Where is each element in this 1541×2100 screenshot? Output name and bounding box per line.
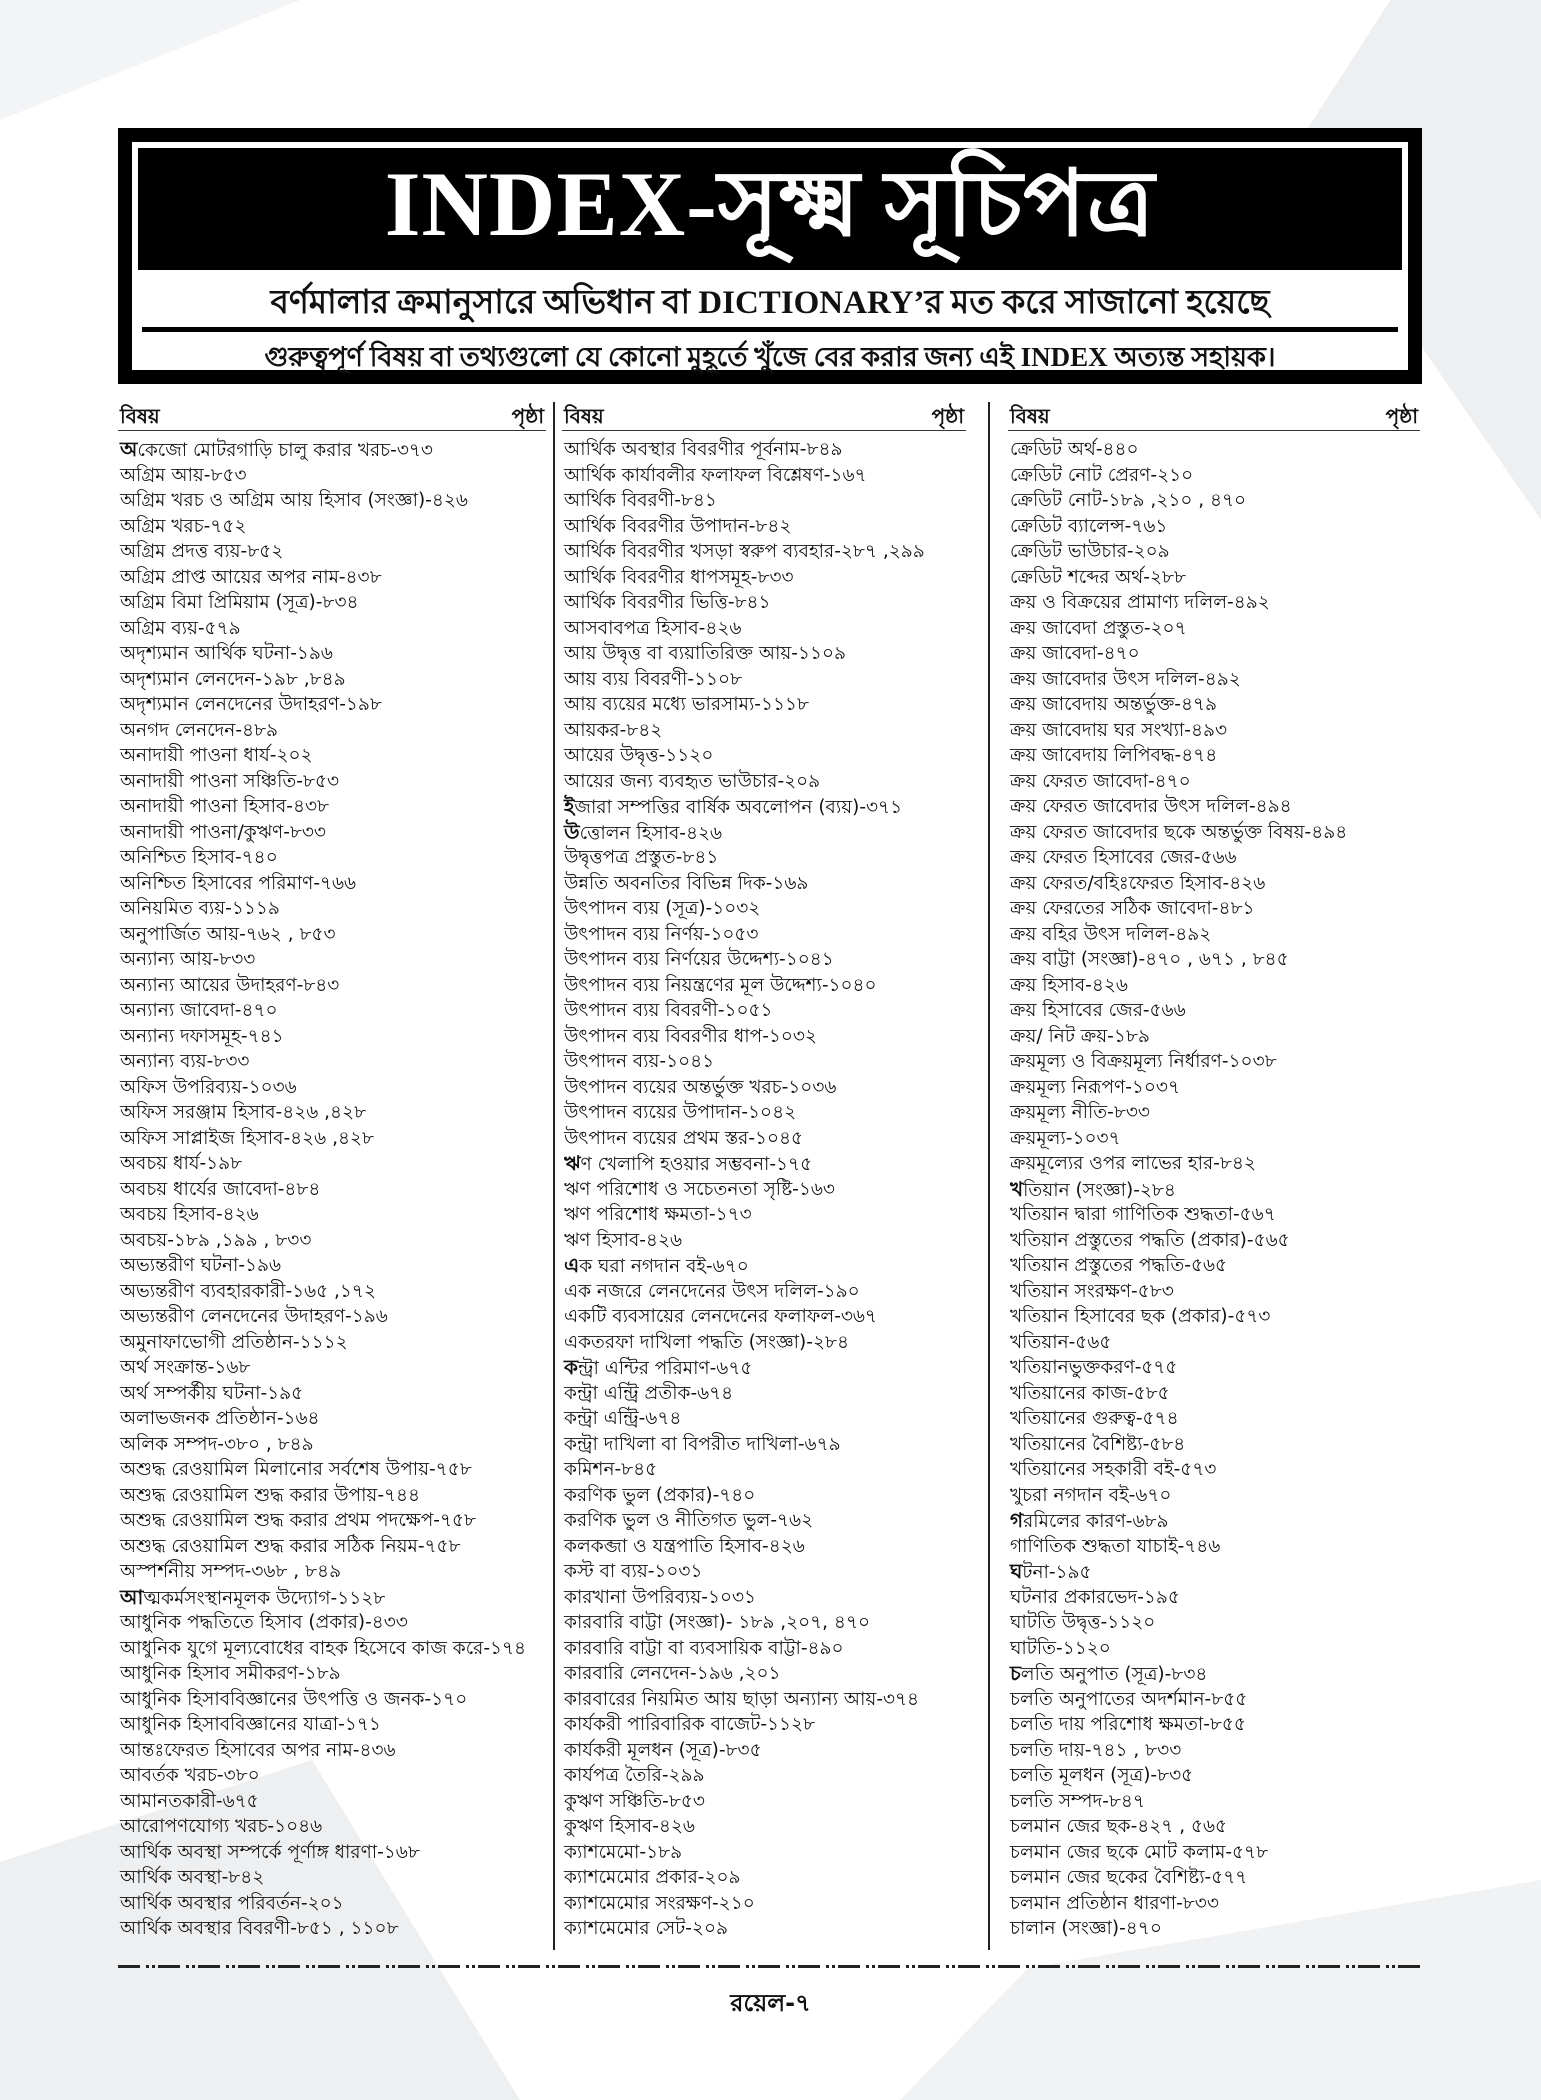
index-entry: আধুনিক হিসাব সমীকরণ-১৮৯ bbox=[120, 1663, 341, 1684]
index-entry: আর্থিক কার্যাবলীর ফলাফল বিশ্লেষণ-১৬৭ bbox=[564, 464, 867, 486]
index-entry bbox=[562, 1253, 966, 1279]
index-entry: আর্থিক বিবরণীর ধাপসমূহ-৮৩৩ bbox=[564, 566, 794, 588]
index-entry: ক্যাশমেমোর সেট-২০৯ bbox=[564, 1918, 728, 1939]
index-entry: ঘটনার প্রকারভেদ-১৯৫ bbox=[1010, 1586, 1180, 1608]
index-entry: ক্রয় ফেরতের সঠিক জাবেদা-৪৮১ bbox=[1010, 898, 1255, 919]
index-entry: ক্রয় জাবেদায় ঘর সংখ্যা-৪৯৩ bbox=[1010, 719, 1228, 741]
index-entry bbox=[1008, 1508, 1420, 1534]
section-letter: আ bbox=[120, 1584, 144, 1609]
index-entry: উৎপাদন ব্যয় বিবরণী-১০৫১ bbox=[564, 1000, 773, 1021]
index-entry: আর্থিক অবস্থা-৮৪২ bbox=[120, 1867, 265, 1888]
index-entry: চলমান প্রতিষ্ঠান ধারণা-৮৩৩ bbox=[1010, 1892, 1219, 1914]
index-entry bbox=[562, 794, 966, 820]
index-entry: খতিয়ান প্রস্তুতের পদ্ধতি-৫৬৫ bbox=[1010, 1255, 1228, 1276]
index-entry: খতিয়ান প্রস্তুতের পদ্ধতি (প্রকার)-৫৬৫ bbox=[1010, 1229, 1290, 1251]
subject-heading: বিষয় bbox=[120, 404, 160, 428]
section-letter: এ bbox=[564, 1253, 580, 1277]
index-entry: আধুনিক পদ্ধতিতে হিসাব (প্রকার)-৪৩৩ bbox=[120, 1612, 408, 1633]
index-entry: কারখানা উপরিব্যয়-১০৩১ bbox=[564, 1586, 757, 1608]
index-entry bbox=[562, 820, 966, 846]
index-entry: অর্থ সম্পর্কীয় ঘটনা-১৯৫ bbox=[120, 1382, 304, 1404]
index-entry: করণিক ভুল ও নীতিগত ভুল-৭৬২ bbox=[564, 1510, 814, 1531]
entry-text: লতি অনুপাত (সূত্র)-৮৩৪ bbox=[1020, 1664, 1208, 1685]
index-entry: ক্রয় ফেরত/বহিঃফেরত হিসাব-৪২৬ bbox=[1010, 872, 1266, 894]
index-entry: আধুনিক হিসাববিজ্ঞানের উৎপত্তি ও জনক-১৭০ bbox=[120, 1688, 468, 1710]
index-entry: উৎপাদন ব্যয়ের উপাদান-১০৪২ bbox=[564, 1102, 797, 1123]
index-entry: উৎপাদন ব্যয়ের প্রথম স্তর-১০৪৫ bbox=[564, 1127, 804, 1149]
index-entry: কুঋণ সঞ্চিতি-৮৫৩ bbox=[564, 1790, 705, 1812]
index-entry: ক্রয়মূল্য নিরূপণ-১০৩৭ bbox=[1010, 1076, 1180, 1098]
subject-heading: বিষয় bbox=[564, 404, 604, 428]
index-entry: অদৃশ্যমান লেনদেনের উদাহরণ-১৯৮ bbox=[120, 694, 382, 715]
page-subtitle: বর্ণমালার ক্রমানুসারে অভিধান বা DICTIONARY’র মত করে সাজানো হয়েছে bbox=[270, 285, 1270, 321]
index-entry: অগ্রিম ব্যয়-৫৭৯ bbox=[120, 617, 241, 639]
entry-text: জারা সম্পত্তির বার্ষিক অবলোপন (ব্যয়)-৩৭১ bbox=[574, 797, 903, 818]
index-entry: অনিয়মিত ব্যয়-১১১৯ bbox=[120, 898, 280, 919]
index-entry: অভ্যন্তরীণ লেনদেনের উদাহরণ-১৯৬ bbox=[120, 1306, 388, 1327]
entry-text: টনা-১৯৫ bbox=[1022, 1562, 1092, 1583]
index-entry: অদৃশ্যমান লেনদেন-১৯৮ ,৮৪৯ bbox=[120, 668, 346, 690]
index-entry: আর্থিক অবস্থার বিবরণী-৮৫১ , ১১০৮ bbox=[120, 1918, 399, 1939]
index-entry: চলতি অনুপাতের অদর্শমান-৮৫৫ bbox=[1010, 1688, 1248, 1710]
entry-text: ক ঘরা নগদান বই-৬৭০ bbox=[579, 1256, 749, 1277]
index-entry: খুচরা নগদান বই-৬৭০ bbox=[1010, 1484, 1172, 1506]
index-entry: অনগদ লেনদেন-৪৮৯ bbox=[120, 719, 279, 741]
index-entry: চলতি মূলধন (সূত্র)-৮৩৫ bbox=[1010, 1765, 1194, 1786]
index-entry: ক্রয় হিসাবের জের-৫৬৬ bbox=[1010, 1000, 1186, 1021]
column-header bbox=[562, 402, 966, 431]
section-letter: ঘ bbox=[1010, 1559, 1023, 1583]
index-entry: কুঋণ হিসাব-৪২৬ bbox=[564, 1816, 695, 1837]
index-entry: অস্পর্শনীয় সম্পদ-৩৬৮ , ৮৪৯ bbox=[120, 1561, 342, 1582]
index-entry: ঋণ পরিশোধ ও সচেতনতা সৃষ্টি-১৬৩ bbox=[564, 1178, 835, 1200]
index-entry: চলতি দায়-৭৪১ , ৮৩৩ bbox=[1010, 1739, 1182, 1761]
index-entry: একটি ব্যবসায়ের লেনদেনের ফলাফল-৩৬৭ bbox=[564, 1306, 877, 1327]
entry-text: রমিলের কারণ-৬৮৯ bbox=[1023, 1511, 1169, 1532]
index-entry: অভ্যন্তরীণ ব্যবহারকারী-১৬৫ ,১৭২ bbox=[120, 1280, 376, 1302]
index-entry: আবর্তক খরচ-৩৮০ bbox=[120, 1765, 260, 1786]
page-heading: পৃষ্ঠা bbox=[511, 404, 544, 428]
index-entry: খতিয়ান হিসাবের ছক (প্রকার)-৫৭৩ bbox=[1010, 1306, 1271, 1327]
index-entry: আন্তঃফেরত হিসাবের অপর নাম-৪৩৬ bbox=[120, 1739, 396, 1761]
index-entry: অবচয় ধার্যের জাবেদা-৪৮৪ bbox=[120, 1178, 321, 1200]
index-entry: আর্থিক অবস্থা সম্পর্কে পূর্ণাঙ্গ ধারণা-১৬৮ bbox=[120, 1841, 420, 1863]
index-entry: আয় ব্যয়ের মধ্যে ভারসাম্য-১১১৮ bbox=[564, 694, 809, 715]
index-entry: অন্যান্য আয়ের উদাহরণ-৮৪৩ bbox=[120, 974, 340, 996]
index-entry: অনুপার্জিত আয়-৭৬২ , ৮৫৩ bbox=[120, 923, 336, 945]
index-entry: অগ্রিম আয়-৮৫৩ bbox=[120, 464, 247, 486]
index-entry: খতিয়ানের সহকারী বই-৫৭৩ bbox=[1010, 1459, 1217, 1480]
index-entry: ক্যাশমেমোর সংরক্ষণ-২১০ bbox=[564, 1892, 755, 1914]
index-entry: অগ্রিম খরচ-৭৫২ bbox=[120, 515, 247, 537]
index-entry: অবচয় হিসাব-৪২৬ bbox=[120, 1204, 259, 1225]
index-entry: অলাভজনক প্রতিষ্ঠান-১৬৪ bbox=[120, 1408, 320, 1429]
index-entry: অলিক সম্পদ-৩৮০ , ৮৪৯ bbox=[120, 1433, 314, 1455]
index-entry: ক্রেডিট নোট প্রেরণ-২১০ bbox=[1010, 464, 1194, 486]
index-entry: খতিয়ান দ্বারা গাণিতিক শুদ্ধতা-৫৬৭ bbox=[1010, 1204, 1276, 1225]
index-entry: ক্রয় জাবেদায় লিপিবদ্ধ-৪৭৪ bbox=[1010, 745, 1218, 766]
index-entry: অফিস সাপ্লাইজ হিসাব-৪২৬ ,৪২৮ bbox=[120, 1127, 375, 1149]
page-heading: পৃষ্ঠা bbox=[931, 404, 964, 428]
index-list bbox=[562, 437, 966, 1942]
index-entry: ক্রয়মূল্যের ওপর লাভের হার-৮৪২ bbox=[1010, 1153, 1256, 1174]
index-entry: ক্রয় হিসাব-৪২৬ bbox=[1010, 974, 1128, 996]
index-entry: ক্রেডিট নোট-১৮৯ ,২১০ , ৪৭০ bbox=[1010, 490, 1247, 511]
entry-text: কেজো মোটরগাড়ি চালু করার খরচ-৩৭৩ bbox=[137, 440, 433, 461]
section-letter: উ bbox=[564, 819, 580, 844]
index-entry: উৎপাদন ব্যয় নির্ণয়-১০৫৩ bbox=[564, 923, 759, 945]
section-letter: চ bbox=[1010, 1661, 1021, 1685]
index-entry: অবচয়-১৮৯ ,১৯৯ , ৮৩৩ bbox=[120, 1229, 312, 1251]
column-divider bbox=[553, 402, 555, 1950]
index-entry: অনিশ্চিত হিসাব-৭৪০ bbox=[120, 847, 278, 868]
index-entry: আয়কর-৮৪২ bbox=[564, 719, 663, 741]
index-entry: কার্যপত্র তৈরি-২৯৯ bbox=[564, 1765, 705, 1786]
index-entry: চলমান জের ছকের বৈশিষ্ট্য-৫৭৭ bbox=[1010, 1867, 1248, 1888]
section-letter: ঋ bbox=[564, 1151, 581, 1175]
index-entry: অন্যান্য জাবেদা-৪৭০ bbox=[120, 1000, 278, 1021]
index-list bbox=[118, 437, 546, 1942]
index-entry: অর্থ সংক্রান্ত-১৬৮ bbox=[120, 1357, 251, 1378]
index-entry: অফিস সরঞ্জাম হিসাব-৪২৬ ,৪২৮ bbox=[120, 1102, 367, 1123]
index-entry: আধুনিক যুগে মূল্যবোধের বাহক হিসেবে কাজ করে-১৭৪ bbox=[120, 1637, 527, 1659]
index-entry: ক্রয় জাবেদা প্রস্তুত-২০৭ bbox=[1010, 617, 1187, 639]
section-letter: ই bbox=[564, 794, 575, 818]
page-number: রয়েল-৭ bbox=[730, 1989, 811, 2017]
index-entry: উদ্বৃত্তপত্র প্রস্তুত-৮৪১ bbox=[564, 847, 719, 868]
page-title: INDEX-সূক্ষ্ম সূচিপত্র bbox=[138, 148, 1402, 270]
index-entry: উৎপাদন ব্যয়ের অন্তর্ভুক্ত খরচ-১০৩৬ bbox=[564, 1076, 837, 1098]
index-entry: অশুদ্ধ রেওয়ামিল মিলানোর সর্বশেষ উপায়-৭৫৮ bbox=[120, 1459, 472, 1480]
index-entry: ক্রয় ফেরত জাবেদার ছকে অন্তর্ভুক্ত বিষয়-৪৯৪ bbox=[1010, 821, 1348, 843]
index-entry: কারবারি বাট্টা (সংজ্ঞা)- ১৮৯ ,২০৭, ৪৭০ bbox=[564, 1612, 870, 1633]
index-entry: ক্রয় ফেরত জাবেদা-৪৭০ bbox=[1010, 770, 1191, 792]
index-entry: কন্ট্রা দাখিলা বা বিপরীত দাখিলা-৬৭৯ bbox=[564, 1433, 841, 1455]
entry-text: তিয়ান (সংজ্ঞা)-২৮৪ bbox=[1023, 1179, 1176, 1201]
index-entry: ঋণ হিসাব-৪২৬ bbox=[564, 1229, 682, 1251]
index-entry: ঘাটতি-১১২০ bbox=[1010, 1637, 1111, 1659]
index-entry: চলতি দায় পরিশোধ ক্ষমতা-৮৫৫ bbox=[1010, 1714, 1246, 1735]
index-entry: ক্যাশমেমোর প্রকার-২০৯ bbox=[564, 1867, 741, 1888]
index-entry: ক্রয়মূল্য ও বিক্রয়মূল্য নির্ধারণ-১০৩৮ bbox=[1010, 1051, 1277, 1072]
index-entry: আয় উদ্বৃত্ত বা ব্যয়াতিরিক্ত আয়-১১০৯ bbox=[564, 643, 847, 664]
index-entry: ক্রয় ও বিক্রয়ের প্রামাণ্য দলিল-৪৯২ bbox=[1010, 592, 1270, 613]
index-entry: কন্ট্রা এন্ট্রি প্রতীক-৬৭৪ bbox=[564, 1382, 734, 1404]
index-entry: অগ্রিম খরচ ও অগ্রিম আয় হিসাব (সংজ্ঞা)-৪২৬ bbox=[120, 490, 468, 511]
index-column-1 bbox=[118, 402, 546, 1942]
index-entry: চলমান জের ছক-৪২৭ , ৫৬৫ bbox=[1010, 1816, 1228, 1837]
index-entry: ক্রেডিট শব্দের অর্থ-২৮৮ bbox=[1010, 566, 1186, 588]
index-entry bbox=[1008, 1177, 1420, 1203]
index-column-2 bbox=[562, 402, 966, 1942]
page-tagline: গুরুত্বপূর্ণ বিষয় বা তথ্যগুলো যে কোনো মুহূর্তে খুঁজে বের করার জন্য এই INDEX অত্যন্ত সহায়ক। bbox=[264, 342, 1276, 372]
index-entry: উৎপাদন ব্যয় বিবরণীর ধাপ-১০৩২ bbox=[564, 1025, 817, 1047]
index-entry: খতিয়ানের গুরুত্ব-৫৭৪ bbox=[1010, 1408, 1179, 1429]
index-entry: অফিস উপরিব্যয়-১০৩৬ bbox=[120, 1076, 297, 1098]
index-entry: ঋণ পরিশোধ ক্ষমতা-১৭৩ bbox=[564, 1204, 752, 1225]
index-entry: অনিশ্চিত হিসাবের পরিমাণ-৭৬৬ bbox=[120, 872, 357, 894]
index-entry: আর্থিক অবস্থার পরিবর্তন-২০১ bbox=[120, 1892, 344, 1914]
index-entry: খতিয়ানের বৈশিষ্ট্য-৫৮৪ bbox=[1010, 1433, 1186, 1455]
index-entry: ক্রয় বহির উৎস দলিল-৪৯২ bbox=[1010, 923, 1212, 945]
index-entry: এক নজরে লেনদেনের উৎস দলিল-১৯০ bbox=[564, 1280, 860, 1302]
section-letter: গ bbox=[1010, 1508, 1024, 1532]
section-letter: খ bbox=[1010, 1176, 1024, 1201]
entry-text: ণ খেলাপি হওয়ার সম্ভবনা-১৭৫ bbox=[580, 1154, 813, 1175]
index-header-box bbox=[118, 128, 1422, 384]
index-entry: অশুদ্ধ রেওয়ামিল শুদ্ধ করার প্রথম পদক্ষেপ-৭৫৮ bbox=[120, 1510, 477, 1531]
index-entry: আয়ের জন্য ব্যবহৃত ভাউচার-২০৯ bbox=[564, 770, 821, 792]
page-heading: পৃষ্ঠা bbox=[1385, 404, 1418, 428]
index-entry: কার্যকরী পারিবারিক বাজেট-১১২৮ bbox=[564, 1714, 816, 1735]
index-entry: আরোপণযোগ্য খরচ-১০৪৬ bbox=[120, 1816, 323, 1837]
index-entry: ক্রয় জাবেদা-৪৭০ bbox=[1010, 643, 1140, 664]
index-list bbox=[1008, 437, 1420, 1942]
index-entry: ক্রেডিট অর্থ-৪৪০ bbox=[1010, 439, 1139, 460]
entry-text: ত্তোলন হিসাব-৪২৬ bbox=[579, 822, 723, 844]
index-column-3 bbox=[1008, 402, 1420, 1942]
index-entry: অন্যান্য দফাসমূহ-৭৪১ bbox=[120, 1025, 284, 1047]
index-entry: উৎপাদন ব্যয় (সূত্র)-১০৩২ bbox=[564, 898, 761, 919]
section-letter: ক bbox=[564, 1355, 578, 1379]
index-entry: অশুদ্ধ রেওয়ামিল শুদ্ধ করার উপায়-৭৪৪ bbox=[120, 1484, 421, 1506]
index-entry: ক্রয় ফেরত হিসাবের জের-৫৬৬ bbox=[1010, 847, 1237, 868]
index-entry: কস্ট বা ব্যয়-১০৩১ bbox=[564, 1561, 703, 1582]
index-entry: ক্রয় জাবেদার উৎস দলিল-৪৯২ bbox=[1010, 668, 1241, 690]
index-entry bbox=[562, 1151, 966, 1177]
index-entry: ক্রয়/ নিট ক্রয়-১৮৯ bbox=[1010, 1025, 1150, 1047]
column-divider bbox=[988, 402, 990, 1950]
section-letter: অ bbox=[120, 437, 138, 461]
index-entry: কারবারি লেনদেন-১৯৬ ,২০১ bbox=[564, 1663, 781, 1684]
index-entry: উৎপাদন ব্যয় নিয়ন্ত্রণের মূল উদ্দেশ্য-১০৪০ bbox=[564, 974, 877, 996]
index-entry: অশুদ্ধ রেওয়ামিল শুদ্ধ করার সঠিক নিয়ম-৭৫৮ bbox=[120, 1535, 461, 1557]
index-entry: ক্রেডিট ব্যালেন্স-৭৬১ bbox=[1010, 515, 1168, 537]
index-entry: করণিক ভুল (প্রকার)-৭৪০ bbox=[564, 1484, 756, 1506]
index-entry: আসবাবপত্র হিসাব-৪২৬ bbox=[564, 617, 742, 639]
index-entry: আর্থিক অবস্থার বিবরণীর পূর্বনাম-৮৪৯ bbox=[564, 439, 843, 460]
index-entry: ক্রেডিট ভাউচার-২০৯ bbox=[1010, 541, 1170, 562]
index-entry: ক্রয়মূল্য নীতি-৮৩৩ bbox=[1010, 1102, 1150, 1123]
entry-text: ন্ট্রা এন্টির পরিমাণ-৬৭৫ bbox=[578, 1358, 753, 1379]
index-entry: ক্রয়মূল্য-১০৩৭ bbox=[1010, 1127, 1121, 1149]
index-entry: আর্থিক বিবরণী-৮৪১ bbox=[564, 490, 717, 511]
index-entry: চলমান জের ছকে মোট কলাম-৫৭৮ bbox=[1010, 1841, 1269, 1863]
index-entry: আর্থিক বিবরণীর উপাদান-৮৪২ bbox=[564, 515, 792, 537]
index-entry: কমিশন-৮৪৫ bbox=[564, 1459, 658, 1480]
index-entry: আমানতকারী-৬৭৫ bbox=[120, 1790, 259, 1812]
index-entry bbox=[1008, 1559, 1420, 1585]
index-entry bbox=[1008, 1661, 1420, 1687]
subject-heading: বিষয় bbox=[1010, 404, 1050, 428]
index-entry: কারবারের নিয়মিত আয় ছাড়া অন্যান্য আয়-৩৭৪ bbox=[564, 1688, 920, 1710]
index-entry bbox=[562, 1355, 966, 1381]
index-entry: ক্রয় জাবেদায় অন্তর্ভুক্ত-৪৭৯ bbox=[1010, 694, 1217, 715]
index-entry: অভ্যন্তরীণ ঘটনা-১৯৬ bbox=[120, 1255, 282, 1276]
index-entry: অগ্রিম প্রদত্ত ব্যয়-৮৫২ bbox=[120, 541, 284, 562]
index-entry: খতিয়ান সংরক্ষণ-৫৮৩ bbox=[1010, 1280, 1174, 1302]
index-entry: চালান (সংজ্ঞা)-৪৭০ bbox=[1010, 1918, 1162, 1939]
index-entry: অবচয় ধার্য-১৯৮ bbox=[120, 1153, 243, 1174]
index-entry: খতিয়ানভুক্তকরণ-৫৭৫ bbox=[1010, 1357, 1178, 1378]
index-entry: চলতি সম্পদ-৮৪৭ bbox=[1010, 1790, 1145, 1812]
index-entry: অনাদায়ী পাওনা হিসাব-৪৩৮ bbox=[120, 796, 330, 817]
index-entry: ঘাটতি উদ্বৃত্ত-১১২০ bbox=[1010, 1612, 1156, 1633]
index-entry bbox=[118, 437, 546, 463]
index-entry: অগ্রিম প্রাপ্ত আয়ের অপর নাম-৪৩৮ bbox=[120, 566, 382, 588]
index-header-inner bbox=[132, 142, 1408, 370]
index-entry: অমুনাফাভোগী প্রতিষ্ঠান-১১১২ bbox=[120, 1331, 348, 1353]
index-entry: অনাদায়ী পাওনা সঞ্চিতি-৮৫৩ bbox=[120, 770, 339, 792]
index-entry: কন্ট্রা এন্ট্রি-৬৭৪ bbox=[564, 1408, 682, 1429]
index-entry: অদৃশ্যমান আর্থিক ঘটনা-১৯৬ bbox=[120, 643, 333, 664]
index-entry: আর্থিক বিবরণীর ভিত্তি-৮৪১ bbox=[564, 592, 771, 613]
index-entry: অনাদায়ী পাওনা ধার্য-২০২ bbox=[120, 745, 313, 766]
index-entry: কার্যকরী মূলধন (সূত্র)-৮৩৫ bbox=[564, 1739, 762, 1761]
entry-text: ত্মকর্মসংস্থানমূলক উদ্যোগ-১১২৮ bbox=[143, 1587, 386, 1609]
index-entry: উন্নতি অবনতির বিভিন্ন দিক-১৬৯ bbox=[564, 872, 809, 894]
index-entry: উৎপাদন ব্যয় নির্ণয়ের উদ্দেশ্য-১০৪১ bbox=[564, 949, 834, 970]
background-shape bbox=[0, 0, 300, 120]
index-entry: আয় ব্যয় বিবরণী-১১০৮ bbox=[564, 668, 743, 690]
index-entry: ক্রয় ফেরত জাবেদার উৎস দলিল-৪৯৪ bbox=[1010, 796, 1292, 817]
index-entry: অগ্রিম বিমা প্রিমিয়াম (সূত্র)-৮৩৪ bbox=[120, 592, 359, 613]
index-entry: আয়ের উদ্বৃত্ত-১১২০ bbox=[564, 745, 714, 766]
index-entry: অনাদায়ী পাওনা/কুঋণ-৮৩৩ bbox=[120, 821, 326, 843]
index-entry: কলকব্জা ও যন্ত্রপাতি হিসাব-৪২৬ bbox=[564, 1535, 805, 1557]
index-entry: খতিয়ানের কাজ-৫৮৫ bbox=[1010, 1382, 1170, 1404]
index-entry: কারবারি বাট্টা বা ব্যবসায়িক বাট্টা-৪৯০ bbox=[564, 1637, 844, 1659]
index-entry bbox=[118, 1585, 546, 1611]
index-entry: অন্যান্য আয়-৮৩৩ bbox=[120, 949, 256, 970]
index-entry: অন্যান্য ব্যয়-৮৩৩ bbox=[120, 1051, 250, 1072]
index-entry: উৎপাদন ব্যয়-১০৪১ bbox=[564, 1051, 715, 1072]
footer-dashed-divider bbox=[118, 1965, 1422, 1968]
header-divider bbox=[142, 327, 1398, 332]
index-entry: একতরফা দাখিলা পদ্ধতি (সংজ্ঞা)-২৮৪ bbox=[564, 1331, 849, 1353]
column-header bbox=[118, 402, 546, 431]
index-entry: ক্রয় বাট্টা (সংজ্ঞা)-৪৭০ , ৬৭১ , ৮৪৫ bbox=[1010, 949, 1289, 970]
column-header bbox=[1008, 402, 1420, 431]
index-entry: আধুনিক হিসাববিজ্ঞানের যাত্রা-১৭১ bbox=[120, 1714, 381, 1735]
index-entry: গাণিতিক শুদ্ধতা যাচাই-৭৪৬ bbox=[1010, 1535, 1221, 1557]
index-entry: আর্থিক বিবরণীর খসড়া স্বরুপ ব্যবহার-২৮৭ ,২৯৯ bbox=[564, 541, 925, 562]
index-entry: খতিয়ান-৫৬৫ bbox=[1010, 1331, 1112, 1353]
index-entry: ক্যাশমেমো-১৮৯ bbox=[564, 1841, 683, 1863]
